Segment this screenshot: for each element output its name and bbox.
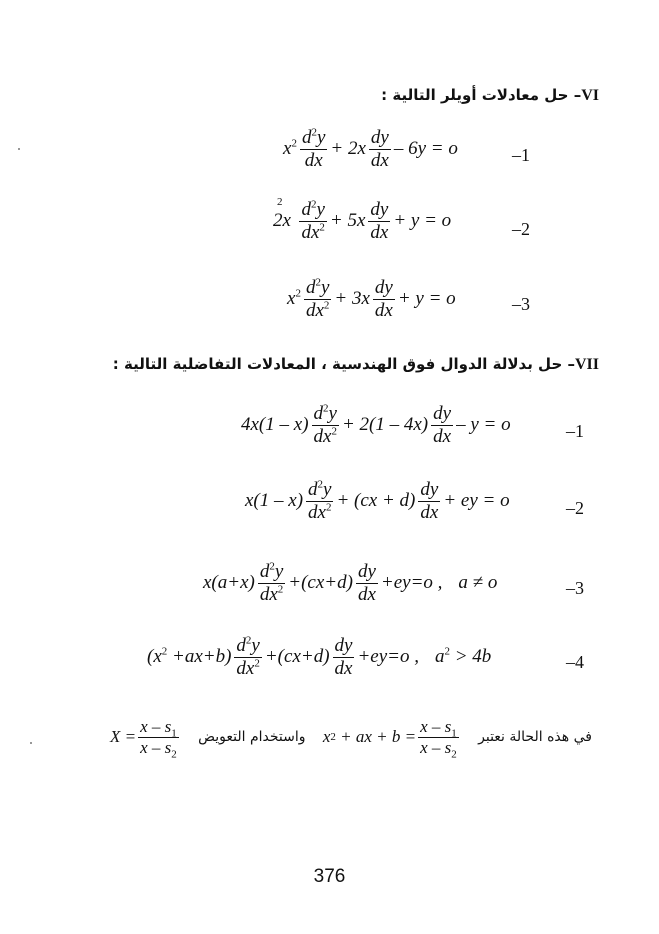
eq-term: + 5x	[329, 210, 366, 232]
eq-term: $x^2$	[283, 138, 297, 160]
second-derivative-fraction: $\frac{d^2y}{dx^2}$	[308, 478, 332, 523]
euler-equation-2	[272, 196, 452, 243]
factorization-formula: x 2 + ax + b = $\frac{x - s_1}{x - s_2}$	[322, 716, 457, 760]
equation-label: –1	[512, 145, 530, 165]
scan-speck	[30, 742, 32, 744]
second-derivative-fraction: $\frac{d^2y}{dx}$	[301, 126, 326, 171]
eq-term: + 2x	[330, 138, 366, 160]
substitution-formula: X = $\frac{x - s_1}{x - s_2}$	[110, 716, 177, 760]
equation-label: –2	[512, 219, 530, 239]
eq-condition: $a^2 > 4b$	[434, 646, 492, 668]
eq-term: +ey=o ,	[357, 646, 419, 668]
second-derivative-fraction: $\frac{d^2y}{dx^2}$	[259, 560, 284, 605]
first-derivative-fraction: $\frac{dy}{dx}$	[374, 277, 393, 321]
eq-term: +(cx+d)	[288, 572, 353, 594]
first-derivative-fraction: $\frac{dy}{dx}$	[420, 479, 439, 523]
eq-term: + y = o	[397, 288, 456, 310]
equation-label: –3	[512, 294, 530, 314]
eq-term: +ey=o ,	[380, 572, 443, 594]
section-vi-heading	[381, 86, 599, 105]
eq-term: +(cx+d)	[264, 646, 330, 668]
section-vi-number: VI	[581, 87, 599, 104]
eq-term: $(x^2 +ax+b)$	[147, 646, 232, 668]
second-derivative-fraction: $\frac{d^2y}{dx^2}$	[305, 276, 330, 321]
substitution-note	[110, 712, 592, 762]
first-derivative-fraction: $\frac{dy}{dx}$	[433, 403, 452, 447]
note-text-middle: واستخدام التعويض	[198, 729, 306, 745]
equation-label: –1	[566, 421, 584, 441]
first-derivative-fraction: $\frac{dy}{dx}$	[370, 127, 389, 171]
scan-speck	[18, 148, 20, 150]
equation-label: –2	[566, 498, 584, 518]
hypergeometric-equation-2	[244, 480, 511, 523]
eq-term: + y = o	[393, 210, 452, 232]
eq-condition: a ≠ o	[458, 572, 498, 594]
second-derivative-fraction: $\frac{d^2y}{dx^2}$	[236, 634, 260, 679]
section-vi-title: – حل معادلات أويلر التالية :	[381, 86, 582, 104]
eq-term: 4x(1 – x)	[241, 414, 309, 436]
eq-term: $x^2$	[287, 288, 301, 310]
eq-term: + 2(1 – 4x)	[341, 414, 429, 436]
note-text-right: في هذه الحالة نعتبر	[478, 729, 592, 745]
euler-equation-1	[282, 128, 459, 171]
hypergeometric-equation-4	[146, 636, 492, 679]
first-derivative-fraction: $\frac{dy}{dx}$	[370, 199, 389, 243]
equation-label: –4	[566, 652, 584, 672]
section-vii-title: – حل بدلالة الدوال فوق الهندسية ، المعادلات التفاضلية التالية :	[112, 355, 575, 373]
eq-term: – 6y = o	[393, 138, 458, 160]
hypergeometric-equation-1	[240, 404, 512, 447]
eq-term: x(a+x)	[203, 572, 255, 594]
eq-term: + ey = o	[443, 490, 510, 512]
eq-term: + (cx + d)	[336, 490, 416, 512]
equation-label: –3	[566, 578, 584, 598]
section-vii-number: VII	[574, 356, 599, 373]
first-derivative-fraction: $\frac{dy}{dx}$	[357, 561, 376, 605]
eq-term: – y = o	[456, 414, 511, 436]
factorization-fraction: $\frac{x - s_1}{x - s_2}$	[420, 716, 457, 760]
second-derivative-fraction: $\frac{d^2y}{dx^2}$	[313, 402, 337, 447]
page-number: 376	[313, 866, 346, 887]
eq-term: + 3x	[334, 288, 370, 310]
hypergeometric-equation-3	[202, 562, 498, 605]
eq-term: $2x^2$	[273, 196, 291, 232]
second-derivative-fraction: $\frac{d^2y}{dx^2}$	[301, 198, 325, 243]
euler-equation-3	[286, 278, 457, 321]
section-vii-heading	[113, 355, 599, 374]
substitution-fraction: $\frac{x - s_1}{x - s_2}$	[140, 716, 177, 760]
first-derivative-fraction: $\frac{dy}{dx}$	[334, 635, 353, 679]
eq-term: x(1 – x)	[245, 490, 304, 512]
